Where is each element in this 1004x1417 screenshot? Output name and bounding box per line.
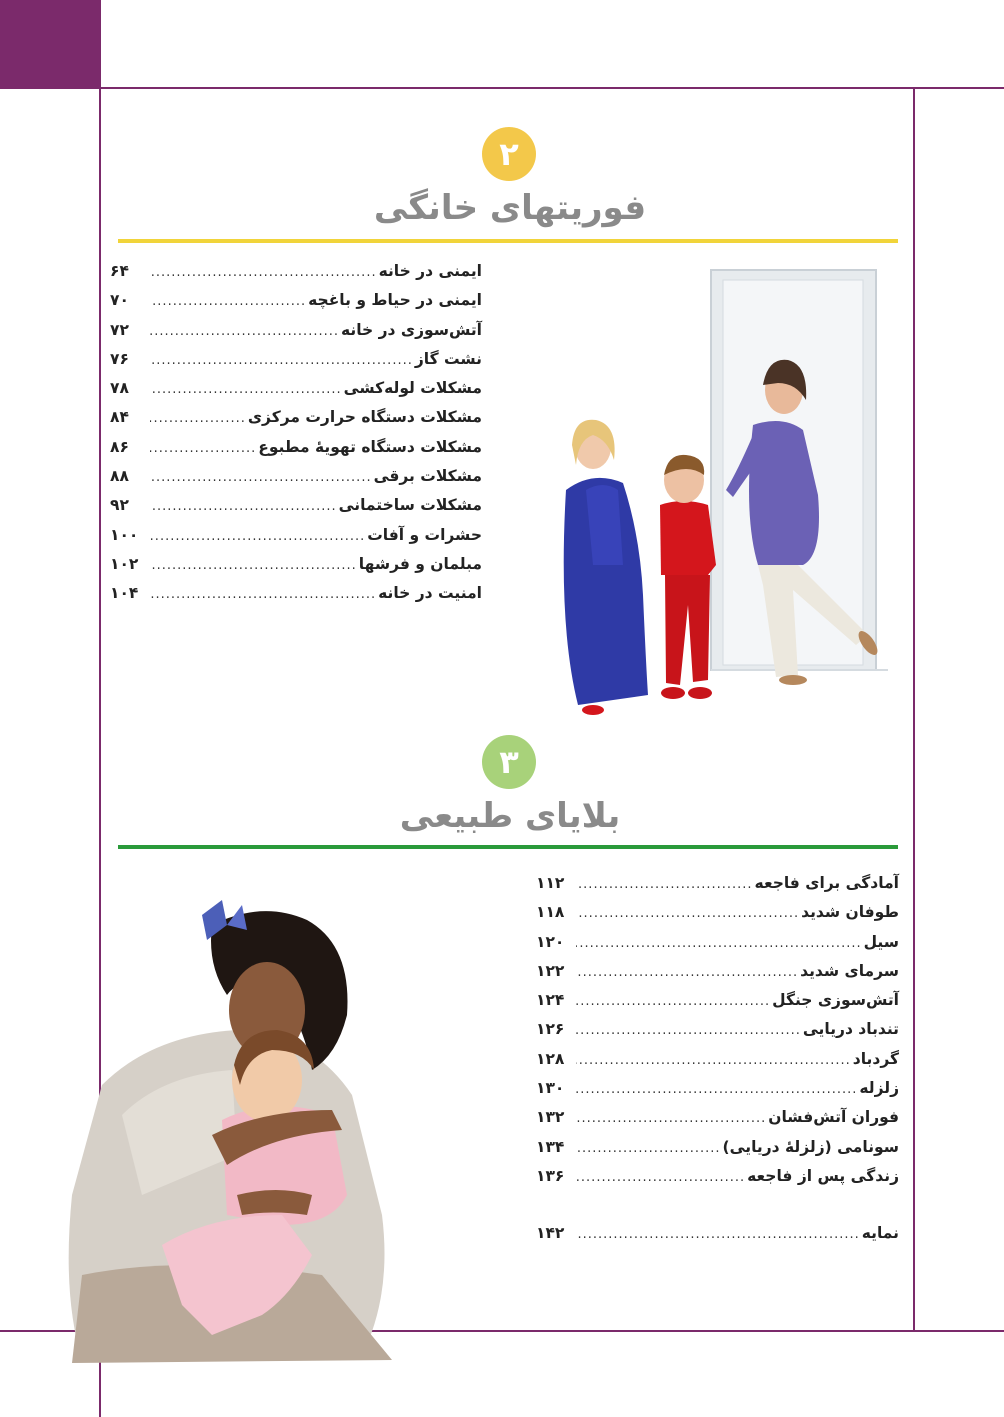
- toc-dot-leader: [150, 587, 376, 602]
- toc-dot-leader: [576, 936, 862, 951]
- toc-entry-page: ۷۸: [110, 379, 129, 398]
- toc-dot-leader: [150, 353, 413, 368]
- toc-dot-leader: [576, 1170, 745, 1185]
- toc-entry[interactable]: [110, 496, 482, 525]
- toc-entry[interactable]: [110, 291, 482, 320]
- toc-entry[interactable]: [536, 1167, 899, 1196]
- toc-entry[interactable]: [536, 903, 899, 932]
- toc-entry-title: مشکلات لوله‌کشی: [343, 379, 482, 398]
- toc-entry-title: زلزله: [859, 1079, 899, 1098]
- toc-entry-page: ۱۴۲: [536, 1224, 565, 1243]
- toc-entry-page: ۱۳۴: [536, 1137, 565, 1156]
- toc-dot-leader: [576, 1082, 857, 1097]
- mother-comforting-child-photo: [62, 895, 482, 1365]
- toc-entry[interactable]: [110, 350, 482, 379]
- toc-entry-title: حشرات و آفات: [367, 525, 482, 544]
- toc-entry-title: سونامی (زلزلهٔ دریایی): [722, 1137, 899, 1156]
- chapter3-rule: [118, 845, 898, 849]
- toc-entry-title: نمایه: [861, 1224, 899, 1243]
- chapter3-number: ۳: [499, 743, 519, 781]
- toc-entry-page: ۸۴: [110, 408, 129, 427]
- toc-dot-leader: [150, 294, 306, 309]
- toc-entry-title: نشت گاز: [414, 349, 482, 368]
- toc-entry-page: ۷۲: [110, 320, 129, 339]
- toc-entry-title: سرمای شدید: [800, 961, 899, 980]
- toc-entry-title: آمادگی برای فاجعه: [754, 874, 899, 892]
- toc-entry-title: مشکلات ساختمانی: [338, 496, 482, 515]
- toc-entry[interactable]: [536, 874, 899, 903]
- chapter2-number-badge: [482, 127, 536, 181]
- corner-color-block: [0, 0, 101, 89]
- toc-dot-leader: [576, 877, 753, 892]
- toc-entry-page: ۱۱۸: [536, 903, 565, 922]
- toc-entry-title: مشکلات دستگاه حرارت مرکزی: [247, 408, 482, 427]
- toc-entry[interactable]: [110, 321, 482, 350]
- toc-dot-leader: [576, 965, 798, 980]
- toc-entry-title: امنیت در خانه: [378, 584, 482, 603]
- chapter2-number: ۲: [499, 135, 519, 173]
- toc-dot-leader: [150, 499, 337, 514]
- toc-entry-title: طوفان شدید: [801, 903, 899, 922]
- toc-entry-title: گردباد: [852, 1049, 899, 1068]
- toc-dot-leader: [150, 558, 357, 573]
- toc-dot-leader: [150, 470, 372, 485]
- toc-entry-title: زندگی پس از فاجعه: [747, 1166, 899, 1185]
- toc-entry-index[interactable]: [536, 1224, 899, 1253]
- toc-entry[interactable]: [536, 991, 899, 1020]
- toc-entry-title: ایمنی در خانه: [378, 262, 482, 280]
- toc-entry[interactable]: [536, 1079, 899, 1108]
- toc-entry-title: تندباد دریایی: [802, 1020, 899, 1039]
- toc-dot-leader: [150, 265, 377, 280]
- toc-entry[interactable]: [110, 584, 482, 613]
- toc-entry-page: ۱۰۰: [110, 525, 139, 544]
- right-frame-line: [913, 87, 915, 1332]
- toc-entry-title: ایمنی در حیاط و باغچه: [308, 291, 482, 310]
- toc-entry[interactable]: [536, 962, 899, 991]
- toc-entry-page: ۱۲۶: [536, 1020, 565, 1039]
- toc-dot-leader: [150, 411, 246, 426]
- toc-entry-page: ۱۰۴: [110, 584, 139, 603]
- toc-entry-page: ۱۲۲: [536, 961, 565, 980]
- toc-dot-leader: [150, 324, 339, 339]
- toc-entry-title: آتش‌سوزی در خانه: [340, 320, 482, 339]
- chapter3-number-badge: [482, 735, 536, 789]
- toc-dot-leader: [576, 1053, 851, 1068]
- toc-entry-page: ۱۲۴: [536, 991, 565, 1010]
- toc-entry-page: ۶۴: [110, 262, 129, 280]
- toc-entry-page: ۱۳۲: [536, 1108, 565, 1127]
- toc-entry[interactable]: [110, 555, 482, 584]
- toc-entry-page: ۱۳۶: [536, 1166, 565, 1185]
- toc-entry[interactable]: [110, 438, 482, 467]
- toc-entry-title: آتش‌سوزی جنگل: [772, 991, 899, 1010]
- toc-dot-leader: [576, 1141, 721, 1156]
- toc-entry[interactable]: [536, 1138, 899, 1167]
- toc-entry-page: ۱۲۸: [536, 1049, 565, 1068]
- toc-dot-leader: [576, 906, 799, 921]
- toc-entry[interactable]: [110, 262, 482, 291]
- toc-entry[interactable]: [110, 408, 482, 437]
- toc-dot-leader: [576, 994, 770, 1009]
- toc-entry[interactable]: [536, 1020, 899, 1049]
- toc-dot-leader: [150, 529, 365, 544]
- toc-entry[interactable]: [110, 379, 482, 408]
- chapter2-title: فوریتهای خانگی: [373, 188, 647, 228]
- toc-entry-page: ۹۲: [110, 496, 129, 515]
- toc-entry-title: مشکلات برقی: [373, 467, 482, 486]
- toc-entry-page: ۷۶: [110, 349, 129, 368]
- family-at-door-photo: [548, 265, 898, 720]
- toc-entry[interactable]: [110, 467, 482, 496]
- toc-entry-page: ۱۲۰: [536, 932, 565, 951]
- toc-entry-title: فوران آتش‌فشان: [768, 1108, 899, 1127]
- toc-entry[interactable]: [536, 1108, 899, 1137]
- toc-dot-leader: [150, 441, 256, 456]
- toc-dot-leader: [576, 1227, 860, 1242]
- toc-spacer: [536, 1196, 899, 1224]
- toc-entry-title: مشکلات دستگاه تهویهٔ مطبوع: [258, 437, 482, 456]
- toc-entry-title: سیل: [863, 932, 899, 951]
- toc-entry[interactable]: [110, 526, 482, 555]
- chapter3-toc-list: [536, 874, 899, 1254]
- chapter2-toc-list: [110, 262, 482, 614]
- toc-entry-page: ۱۱۲: [536, 874, 565, 892]
- toc-entry-page: ۸۶: [110, 437, 129, 456]
- toc-dot-leader: [150, 382, 342, 397]
- toc-entry[interactable]: [536, 933, 899, 962]
- toc-entry[interactable]: [536, 1050, 899, 1079]
- chapter2-rule: [118, 239, 898, 243]
- top-frame-line: [0, 87, 1004, 89]
- toc-dot-leader: [576, 1023, 801, 1038]
- toc-dot-leader: [576, 1111, 766, 1126]
- toc-entry-page: ۷۰: [110, 291, 129, 310]
- toc-entry-title: مبلمان و فرشها: [358, 554, 482, 573]
- chapter3-title: بلایای طبیعی: [399, 796, 621, 836]
- toc-entry-page: ۸۸: [110, 467, 129, 486]
- toc-entry-page: ۱۰۲: [110, 554, 139, 573]
- toc-entry-page: ۱۳۰: [536, 1079, 565, 1098]
